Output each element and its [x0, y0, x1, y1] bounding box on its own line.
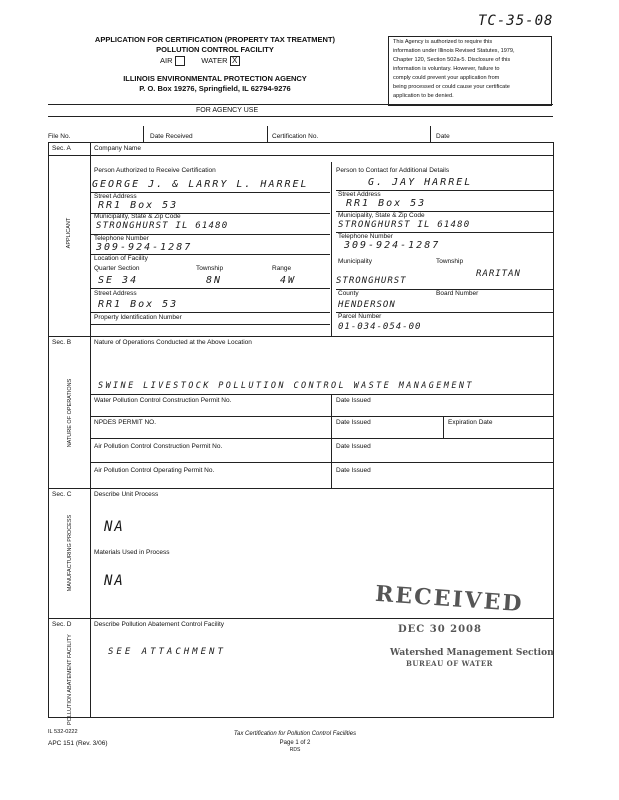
air-label: AIR [160, 55, 173, 65]
street3-label: Street Address [94, 290, 137, 297]
footer-center1: Tax Certification for Pollution Control Facilities [233, 731, 357, 737]
agency-address: P. O. Box 19276, Springfield, IL 62794-9276 [139, 84, 291, 93]
air-option [160, 56, 240, 66]
parcel-value[interactable]: 01-034-054-00 [338, 322, 422, 332]
notice-line: information under Illinois Revised Statutes, 1979, [393, 48, 515, 54]
sec-c-label: Sec. C [52, 491, 72, 498]
received-stamp: RECEIVED [374, 580, 525, 618]
unit-process-value[interactable]: NA [104, 519, 125, 535]
sec-d-label: Sec. D [52, 621, 72, 628]
agency-name: ILLINOIS ENVIRONMENTAL PROTECTION AGENCY [123, 74, 307, 83]
sec-b-label: Sec. B [52, 339, 72, 346]
city2-value[interactable]: STRONGHURST IL 61480 [338, 220, 471, 230]
date-received-label: Date Received [150, 133, 193, 140]
phone-label: Telephone Number [94, 235, 149, 242]
date-issued2-label: Date Issued [336, 419, 371, 426]
range-value[interactable]: 4W [280, 275, 297, 286]
parcel-label: Parcel Number [338, 313, 382, 320]
quarter-label: Quarter Section [94, 265, 140, 272]
form-title: APPLICATION FOR CERTIFICATION (PROPERTY TAX TREATMENT) [94, 35, 336, 44]
water-permit-label: Water Pollution Control Construction Permit No. [94, 397, 232, 404]
footer-code: IL 532-0222 [48, 729, 78, 735]
stamp-bureau: BUREAU OF WATER [406, 659, 493, 668]
sec-b-side-label: NATURE OF OPERATIONS [66, 378, 73, 448]
footer-form: APC 151 (Rev. 3/06) [48, 740, 108, 747]
materials-value[interactable]: NA [104, 573, 125, 589]
materials-label: Materials Used in Process [94, 549, 170, 556]
range-label: Range [272, 265, 292, 272]
phone-value[interactable]: 309-924-1287 [96, 242, 193, 253]
air-construction-label: Air Pollution Control Construction Permit No. [94, 443, 223, 450]
air-operating-label: Air Pollution Control Operating Permit No. [94, 467, 215, 474]
county-label: County [338, 290, 359, 297]
sec-a-label: Sec. A [52, 145, 71, 152]
date-label: Date [436, 133, 450, 140]
stamp-section: Watershed Management Section [390, 648, 554, 658]
street3-value[interactable]: RR1 Box 53 [98, 299, 179, 310]
file-no-label: File No. [48, 133, 71, 140]
contact-label: Person to Contact for Additional Details [336, 167, 450, 174]
person-authorized-value[interactable]: GEORGE J. & LARRY L. HARREL [92, 179, 309, 190]
person-authorized-label: Person Authorized to Receive Certification [94, 167, 216, 174]
notice-line: comply could prevent your application from [393, 75, 500, 81]
phone2-value[interactable]: 309-924-1287 [344, 240, 441, 251]
city2-label: Municipality, State & Zip Code [338, 212, 425, 219]
street-value[interactable]: RR1 Box 53 [98, 200, 179, 211]
pin-label: Property Identification Number [94, 314, 182, 321]
npdes-label: NPDES PERMIT NO. [94, 419, 157, 426]
notice-box [388, 36, 552, 106]
nature-label: Nature of Operations Conducted at the Above Location [94, 339, 252, 346]
water-checkbox[interactable]: X [230, 56, 240, 66]
notice-line: being processed or could cause your certificate [393, 84, 510, 90]
notice-line: application to be denied. [393, 93, 454, 99]
date-issued4-label: Date Issued [336, 467, 371, 474]
nature-value[interactable]: SWINE LIVESTOCK POLLUTION CONTROL WASTE MANAGEMENT [98, 381, 474, 391]
agency-use-label: FOR AGENCY USE [196, 107, 259, 114]
file-code: TC-35-08 [478, 13, 554, 29]
footer-center2: Page 1 of 2 [279, 740, 311, 746]
sec-d-side-label: POLLUTION ABATEMENT FACILITY [66, 634, 73, 726]
expiration-label: Expiration Date [448, 419, 493, 426]
location-label: Location of Facility [94, 255, 148, 262]
township-label: Township [196, 265, 224, 272]
municipality-value[interactable]: STRONGHURST [336, 276, 407, 286]
board-label: Board Number [436, 290, 479, 297]
unit-process-label: Describe Unit Process [94, 491, 159, 498]
township-value[interactable]: 8N [206, 275, 223, 286]
township2-value[interactable]: RARITAN [476, 269, 521, 279]
air-checkbox[interactable] [175, 56, 185, 66]
contact-value[interactable]: G. JAY HARREL [368, 177, 473, 188]
city-label: Municipality, State & Zip Code [94, 213, 181, 220]
sec-c-side-label: MANUFACTURING PROCESS [66, 514, 73, 592]
street2-value[interactable]: RR1 Box 53 [346, 198, 427, 209]
city-value[interactable]: STRONGHURST IL 61480 [96, 221, 229, 231]
water-label: WATER [201, 55, 228, 65]
municipality-label: Municipality [338, 258, 372, 265]
footer-center3: RDS [289, 747, 301, 753]
notice-line: This Agency is authorized to require this [393, 39, 493, 45]
notice-line: information is voluntary. However, failure to [393, 66, 500, 72]
form-subtitle: POLLUTION CONTROL FACILITY [156, 45, 274, 54]
quarter-value[interactable]: SE 34 [98, 275, 139, 286]
county-value[interactable]: HENDERSON [338, 300, 396, 310]
date-issued3-label: Date Issued [336, 443, 371, 450]
phone2-label: Telephone Number [338, 233, 393, 240]
notice-line: Chapter 120, Section 502a-5. Disclosure of this [393, 57, 511, 63]
street2-label: Street Address [338, 191, 381, 198]
date-issued-label: Date Issued [336, 397, 371, 404]
describe-label: Describe Pollution Abatement Control Facility [94, 621, 225, 628]
street-label: Street Address [94, 193, 137, 200]
stamp-date: DEC 30 2008 [398, 624, 482, 635]
company-name-label: Company Name [94, 145, 141, 152]
certification-no-label: Certification No. [272, 133, 319, 140]
sec-a-side-label: APPLICANT [65, 217, 72, 249]
describe-value[interactable]: SEE ATTACHMENT [108, 647, 226, 657]
township2-label: Township [436, 258, 464, 265]
